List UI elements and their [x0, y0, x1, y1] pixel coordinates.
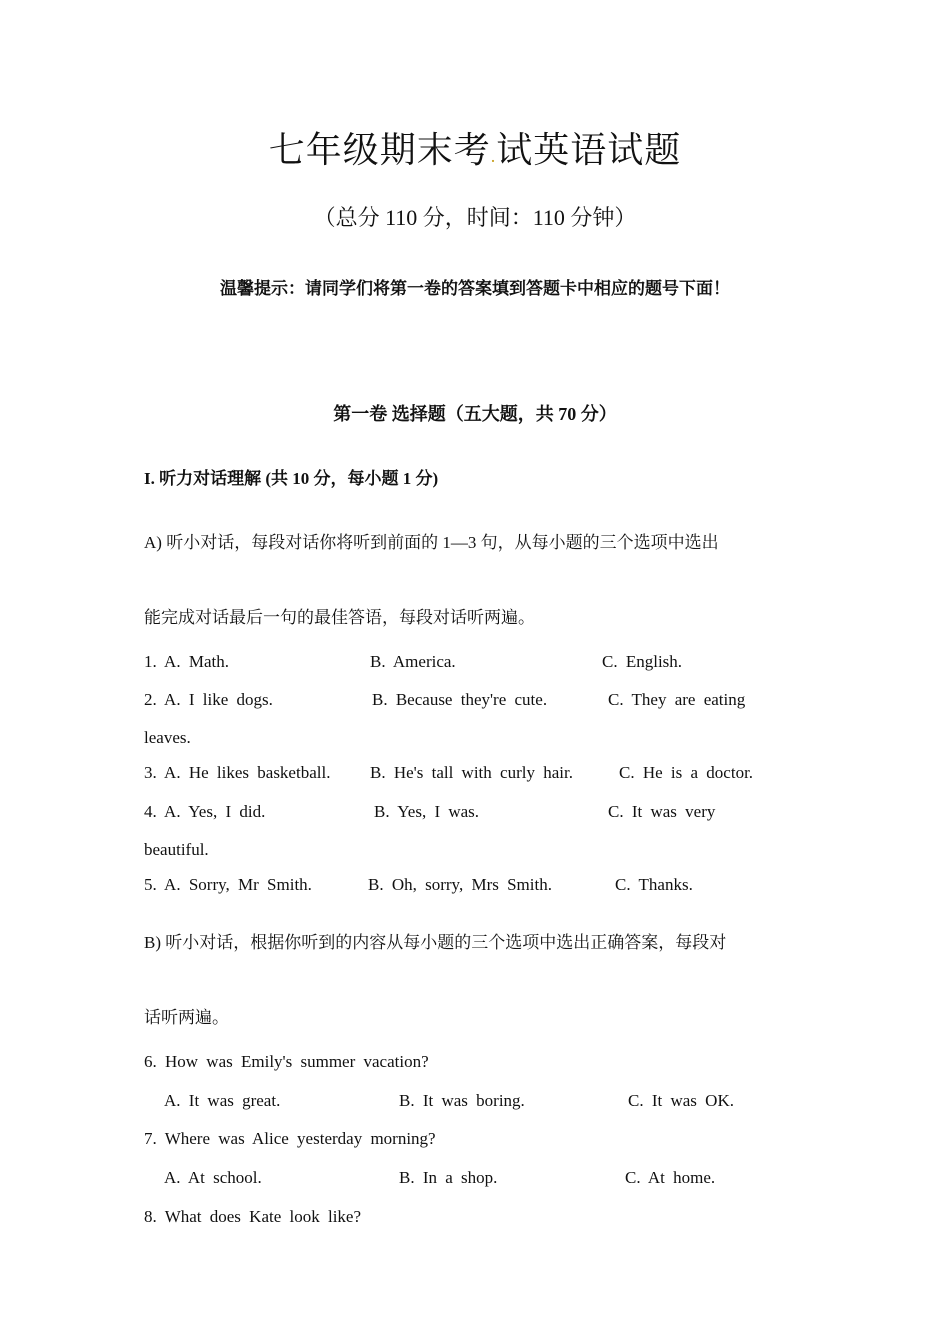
- section-1-title: I. 听力对话理解 (共 10 分，每小题 1 分): [144, 469, 439, 488]
- q4-option-a: 4. A. Yes, I did.: [144, 802, 266, 821]
- q7-option-b: B. In a shop.: [399, 1168, 498, 1187]
- q1-option-b: B. America.: [370, 652, 456, 671]
- exam-subtitle: （总分 110 分，时间：110 分钟）: [313, 205, 637, 230]
- instruction-b-line-1: B) 听小对话，根据你听到的内容从每小题的三个选项中选出正确答案，每段对: [144, 933, 727, 952]
- q2-option-c: C. They are eating: [608, 690, 746, 709]
- q4-option-c-wrap: beautiful.: [144, 840, 209, 859]
- q7-option-a: A. At school.: [164, 1168, 262, 1187]
- instruction-a-line-2: 能完成对话最后一句的最佳答语，每段对话听两遍。: [144, 608, 535, 627]
- q6-option-a: A. It was great.: [164, 1091, 281, 1110]
- q6-stem: 6. How was Emily's summer vacation?: [144, 1052, 429, 1071]
- q7-stem: 7. Where was Alice yesterday morning?: [144, 1129, 436, 1148]
- q4-option-b: B. Yes, I was.: [374, 802, 480, 821]
- q2-option-a: 2. A. I like dogs.: [144, 690, 273, 709]
- q1-option-c: C. English.: [602, 652, 683, 671]
- q5-option-b: B. Oh, sorry, Mrs Smith.: [368, 875, 552, 894]
- q6-option-c: C. It was OK.: [628, 1091, 734, 1110]
- part-1-title: 第一卷 选择题（五大题，共 70 分）: [333, 404, 617, 424]
- q2-option-b: B. Because they're cute.: [372, 690, 548, 709]
- title-dot: .: [490, 146, 497, 166]
- q3-option-a: 3. A. He likes basketball.: [144, 763, 331, 782]
- title-part-2: 试英语试题: [496, 130, 682, 170]
- q8-stem: 8. What does Kate look like?: [144, 1207, 362, 1226]
- title-part-1: 七年级期末考: [268, 130, 491, 170]
- q3-option-c: C. He is a doctor.: [619, 763, 754, 782]
- instruction-b-line-2: 话听两遍。: [144, 1008, 229, 1027]
- q5-option-c: C. Thanks.: [615, 875, 693, 894]
- exam-notice: 温馨提示：请同学们将第一卷的答案填到答题卡中相应的题号下面！: [220, 279, 730, 298]
- q1-option-a: 1. A. Math.: [144, 652, 229, 671]
- instruction-a-line-1: A) 听小对话，每段对话你将听到前面的 1—3 句，从每小题的三个选项中选出: [144, 533, 719, 552]
- q2-option-c-wrap: leaves.: [144, 728, 191, 747]
- q7-option-c: C. At home.: [625, 1168, 716, 1187]
- q5-option-a: 5. A. Sorry, Mr Smith.: [144, 875, 312, 894]
- q3-option-b: B. He's tall with curly hair.: [370, 763, 573, 782]
- exam-title: [0, 122, 950, 173]
- q4-option-c: C. It was very: [608, 802, 716, 821]
- q6-option-b: B. It was boring.: [399, 1091, 525, 1110]
